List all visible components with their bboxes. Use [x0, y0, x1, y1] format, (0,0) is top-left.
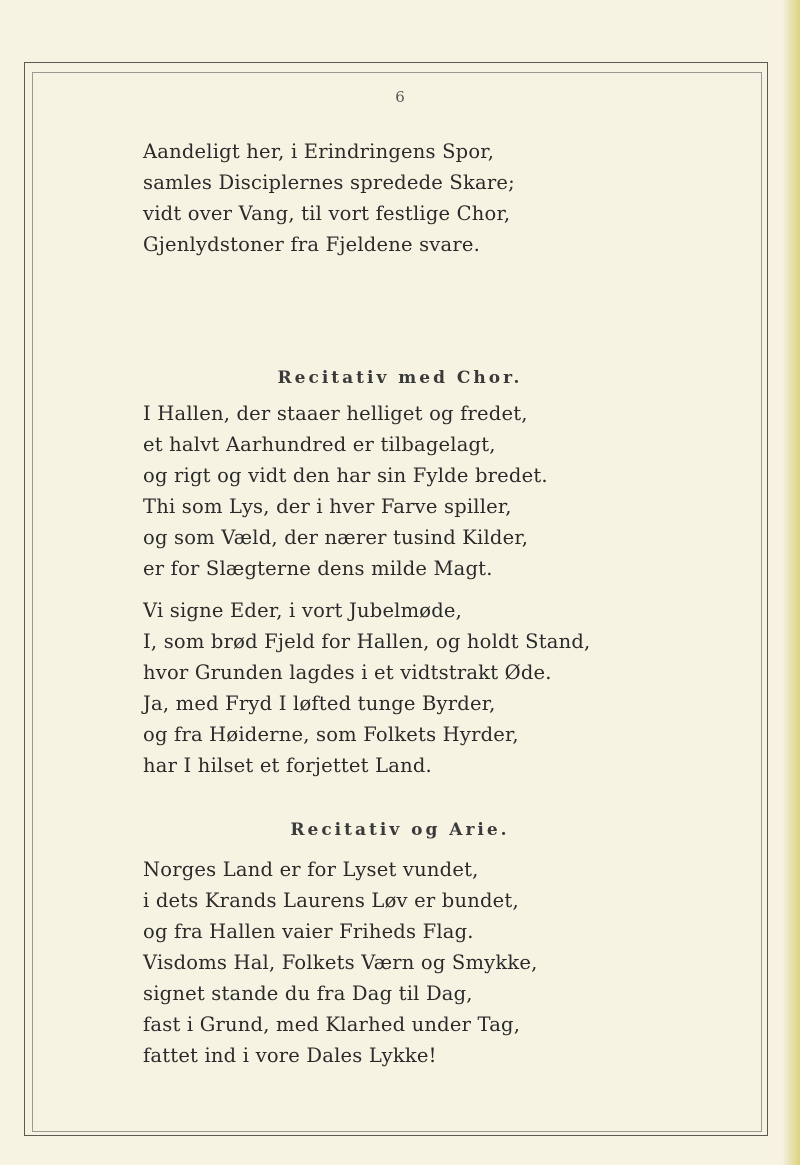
verse-line: har I hilset et forjettet Land. — [143, 754, 432, 777]
verse-line: Thi som Lys, der i hver Farve spiller, — [143, 495, 512, 518]
stanza-4 — [143, 854, 763, 1071]
verse-line: Visdoms Hal, Folkets Værn og Smykke, — [143, 951, 538, 974]
verse-line: og fra Høiderne, som Folkets Hyrder, — [143, 723, 519, 746]
page-number: 6 — [395, 88, 405, 106]
verse-line: Aandeligt her, i Erindringens Spor, — [143, 140, 495, 163]
verse-line: og som Væld, der nærer tusind Kilder, — [143, 526, 529, 549]
section-heading-recitativ-med-chor: Recitativ med Chor. — [277, 368, 523, 388]
stanza-1 — [143, 136, 763, 260]
verse-line: Ja, med Fryd I løfted tunge Byrder, — [143, 692, 496, 715]
verse-line: vidt over Vang, til vort festlige Chor, — [143, 202, 511, 225]
verse-line: og fra Hallen vaier Friheds Flag. — [143, 920, 474, 943]
verse-line: et halvt Aarhundred er tilbagelagt, — [143, 433, 496, 456]
verse-line: fast i Grund, med Klarhed under Tag, — [143, 1013, 521, 1036]
verse-line: Norges Land er for Lyset vundet, — [143, 858, 479, 881]
stanza-2 — [143, 398, 763, 584]
verse-line: er for Slægterne dens milde Magt. — [143, 557, 493, 580]
verse-line: samles Disciplernes spredede Skare; — [143, 171, 515, 194]
verse-line: fattet ind i vore Dales Lykke! — [143, 1044, 437, 1067]
verse-line: og rigt og vidt den har sin Fylde bredet. — [143, 464, 548, 487]
stanza-3 — [143, 595, 763, 781]
verse-line: I Hallen, der staaer helliget og fredet, — [143, 402, 528, 425]
verse-line: Vi signe Eder, i vort Jubelmøde, — [143, 599, 463, 622]
verse-line: hvor Grunden lagdes i et vidtstrakt Øde. — [143, 661, 552, 684]
verse-line: I, som brød Fjeld for Hallen, og holdt Stand, — [143, 630, 591, 653]
verse-line: Gjenlydstoner fra Fjeldene svare. — [143, 233, 481, 256]
page-edge — [782, 0, 800, 1165]
verse-line: signet stande du fra Dag til Dag, — [143, 982, 473, 1005]
verse-line: i dets Krands Laurens Løv er bundet, — [143, 889, 519, 912]
section-heading-recitativ-og-arie: Recitativ og Arie. — [290, 820, 510, 840]
